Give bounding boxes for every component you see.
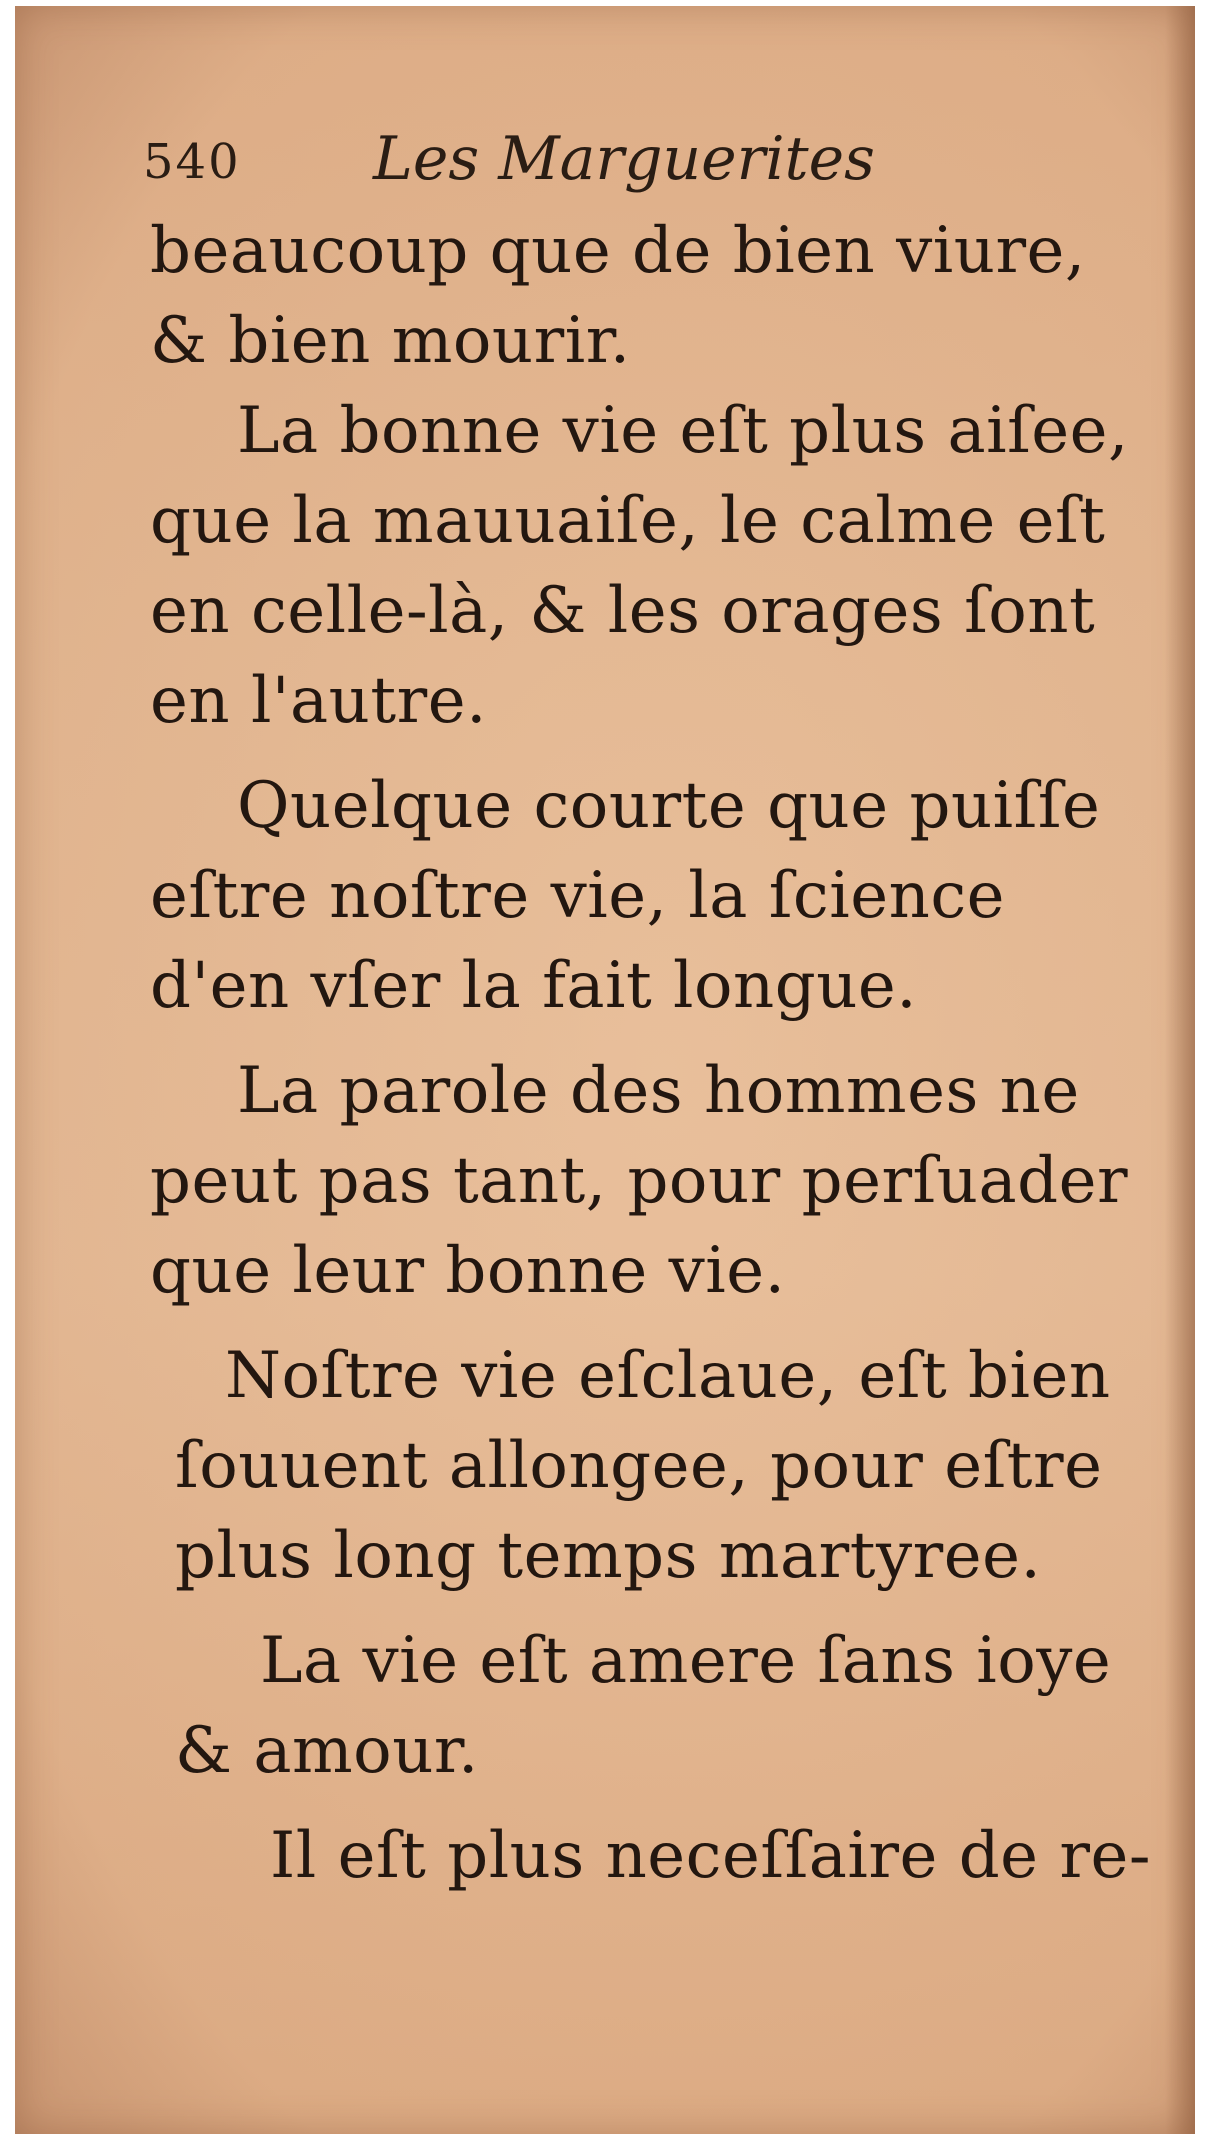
text-line: La bonne vie eſt plus aiſee, bbox=[237, 394, 1129, 468]
page-header bbox=[143, 124, 1043, 204]
text-line: que leur bonne vie. bbox=[150, 1234, 786, 1308]
text-line: & amour. bbox=[175, 1714, 479, 1788]
text-line: Noſtre vie eſclaue, eſt bien bbox=[225, 1339, 1111, 1413]
text-line: eſtre noſtre vie, la ſcience bbox=[150, 859, 1006, 933]
text-line: d'en vſer la fait longue. bbox=[150, 949, 918, 1023]
text-line: Il eſt plus neceſſaire de re- bbox=[270, 1819, 1151, 1893]
text-line: en celle-là, & les orages ſont bbox=[150, 574, 1096, 648]
text-line: peut pas tant, pour perſuader bbox=[150, 1144, 1129, 1218]
text-line: en l'autre. bbox=[150, 664, 487, 738]
text-line: plus long temps martyree. bbox=[175, 1519, 1042, 1593]
book-page bbox=[15, 6, 1195, 2134]
text-line: que la mauuaiſe, le calme eſt bbox=[150, 484, 1106, 558]
text-line: & bien mourir. bbox=[150, 304, 631, 378]
page-number: 540 bbox=[143, 134, 241, 190]
text-line: La parole des hommes ne bbox=[237, 1054, 1080, 1128]
text-line: beaucoup que de bien viure, bbox=[150, 214, 1086, 288]
text-line: Quelque courte que puiſſe bbox=[237, 769, 1101, 843]
running-title: Les Marguerites bbox=[373, 124, 875, 194]
text-line: ſouuent allongee, pour eſtre bbox=[175, 1429, 1103, 1503]
text-line: La vie eſt amere ſans ioye bbox=[260, 1624, 1112, 1698]
